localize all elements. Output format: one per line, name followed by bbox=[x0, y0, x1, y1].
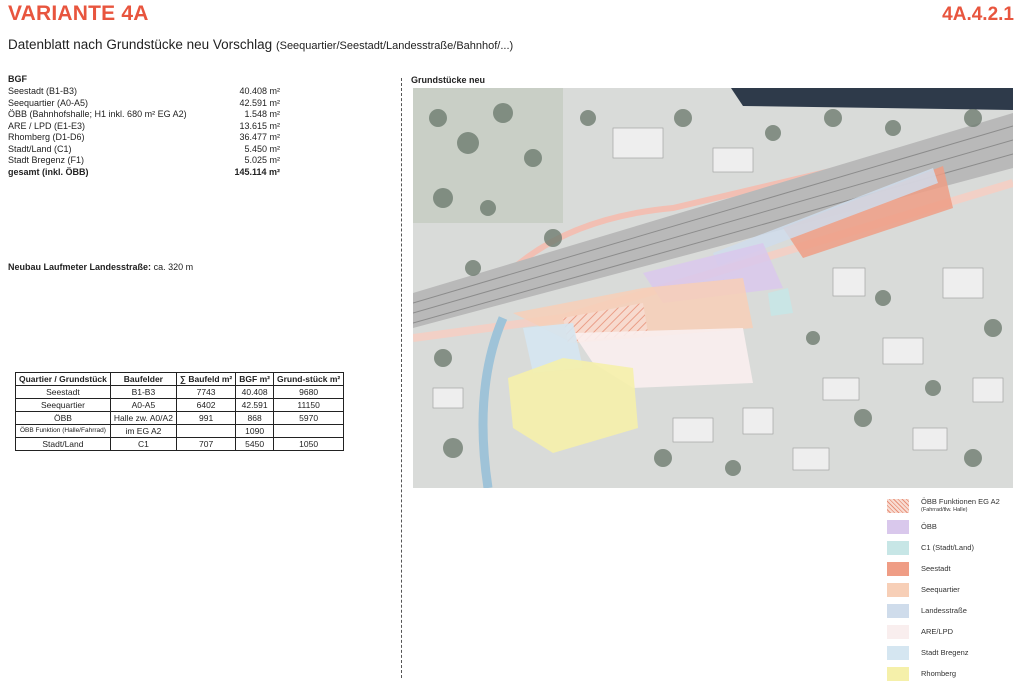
table-row bbox=[16, 438, 344, 451]
tree bbox=[765, 125, 781, 141]
table-header: Quartier / Grundstück bbox=[16, 373, 111, 386]
bgf-row bbox=[8, 86, 280, 98]
tree bbox=[433, 188, 453, 208]
tree bbox=[480, 200, 496, 216]
legend-swatch bbox=[887, 499, 909, 513]
table-header: BGF m² bbox=[236, 373, 274, 386]
bgf-row bbox=[8, 98, 280, 110]
legend-label: Seestadt bbox=[921, 563, 951, 573]
legend-label-sub: (Fahrrad/tlw. Halle) bbox=[921, 506, 968, 513]
plot-table bbox=[15, 372, 344, 451]
tree bbox=[964, 449, 982, 467]
tree bbox=[674, 109, 692, 127]
bgf-label: Seequartier (A0-A5) bbox=[8, 97, 89, 108]
table-header: Baufelder bbox=[110, 373, 176, 386]
table-header-row bbox=[16, 373, 344, 386]
subtitle-main: Datenblatt nach Grundstücke neu Vorschlag bbox=[8, 37, 273, 52]
table-header: ∑ Baufeld m² bbox=[176, 373, 235, 386]
bgf-value: 5.450 m² bbox=[244, 143, 280, 154]
legend-swatch bbox=[887, 667, 909, 681]
table-row bbox=[16, 412, 344, 425]
bgf-label: Stadt/Land (C1) bbox=[8, 143, 72, 154]
table-cell bbox=[273, 425, 343, 438]
building bbox=[793, 448, 829, 470]
table-cell: Seestadt bbox=[16, 386, 111, 399]
bgf-value: 1.548 m² bbox=[244, 109, 280, 119]
subtitle-detail: (Seequartier/Seestadt/Landesstraße/Bahnhof/...) bbox=[275, 40, 514, 52]
tree bbox=[964, 109, 982, 127]
tree bbox=[824, 109, 842, 127]
table-cell: Halle zw. A0/A2 bbox=[110, 412, 176, 425]
tree bbox=[806, 331, 820, 345]
table-cell: 868 bbox=[236, 412, 274, 425]
table-cell: 1050 bbox=[273, 438, 343, 451]
page-title: VARIANTE 4A bbox=[8, 2, 149, 25]
page-subtitle bbox=[8, 37, 513, 52]
bgf-label: ÖBB (Bahnhofshalle; H1 inkl. 680 m² EG A2) bbox=[8, 109, 187, 119]
table-cell: 9680 bbox=[273, 386, 343, 399]
legend-label: Seequartier bbox=[921, 584, 960, 594]
legend-swatch bbox=[887, 646, 909, 660]
tree bbox=[429, 109, 447, 127]
tree bbox=[580, 110, 596, 126]
table-cell: 5450 bbox=[236, 438, 274, 451]
table-cell: Seequartier bbox=[16, 399, 111, 412]
legend-swatch bbox=[887, 604, 909, 618]
column-divider bbox=[401, 78, 402, 678]
bgf-label: Seestadt (B1-B3) bbox=[8, 86, 78, 96]
table-header: Grund-stück m² bbox=[273, 373, 343, 386]
legend-item-rhomberg bbox=[887, 663, 1022, 684]
tree bbox=[984, 319, 1002, 337]
tree bbox=[725, 460, 741, 476]
bgf-label: Stadt Bregenz (F1) bbox=[8, 155, 85, 165]
building bbox=[913, 428, 947, 450]
legend-swatch bbox=[887, 562, 909, 576]
tree bbox=[434, 349, 452, 367]
legend-label-text: ÖBB Funktionen EG A2 bbox=[921, 496, 1000, 506]
table-cell: 1090 bbox=[236, 425, 274, 438]
tree bbox=[524, 149, 542, 167]
table-row bbox=[16, 386, 344, 399]
table-cell: Stadt/Land bbox=[16, 438, 111, 451]
legend-label: C1 (Stadt/Land) bbox=[921, 542, 974, 552]
building bbox=[943, 268, 983, 298]
table-cell: B1-B3 bbox=[110, 386, 176, 399]
tree bbox=[544, 229, 562, 247]
legend-swatch bbox=[887, 541, 909, 555]
map-legend bbox=[887, 495, 1022, 684]
tree bbox=[493, 103, 513, 123]
tree bbox=[875, 290, 891, 306]
bgf-row bbox=[8, 155, 280, 167]
legend-label: Landesstraße bbox=[921, 605, 967, 615]
legend-label: Stadt Bregenz bbox=[921, 647, 969, 657]
bgf-row bbox=[8, 132, 280, 144]
table-cell: A0-A5 bbox=[110, 399, 176, 412]
building bbox=[433, 388, 463, 408]
document-code: 4A.4.2.1 bbox=[942, 4, 1014, 25]
table-cell: 6402 bbox=[176, 399, 235, 412]
table-cell bbox=[176, 425, 235, 438]
table-cell: 42.591 bbox=[236, 399, 274, 412]
building bbox=[973, 378, 1003, 402]
building bbox=[743, 408, 773, 434]
tree bbox=[925, 380, 941, 396]
bgf-label: ARE / LPD (E1-E3) bbox=[8, 120, 86, 131]
neubau-value: ca. 320 m bbox=[153, 262, 194, 272]
building bbox=[713, 148, 753, 172]
bgf-value: 36.477 m² bbox=[239, 132, 280, 142]
legend-item-oebb bbox=[887, 516, 1022, 537]
bgf-row bbox=[8, 144, 280, 156]
bgf-heading: BGF bbox=[8, 74, 27, 84]
legend-label: ARE/LPD bbox=[921, 626, 954, 636]
tree bbox=[854, 409, 872, 427]
building bbox=[613, 128, 663, 158]
table-cell: ÖBB Funktion (Halle/Fahrrad) bbox=[16, 425, 111, 438]
table-row bbox=[16, 399, 344, 412]
bgf-value: 40.408 m² bbox=[239, 86, 280, 96]
table-cell: C1 bbox=[110, 438, 176, 451]
site-plan-drawing bbox=[413, 88, 1013, 488]
building bbox=[833, 268, 865, 296]
tree bbox=[457, 132, 479, 154]
legend-label: ÖBB bbox=[921, 521, 937, 531]
bgf-total-row bbox=[8, 167, 280, 179]
map-title: Grundstücke neu bbox=[411, 75, 486, 85]
tree bbox=[443, 438, 463, 458]
table-cell: im EG A2 bbox=[110, 425, 176, 438]
legend-item-seestadt bbox=[887, 558, 1022, 579]
building bbox=[823, 378, 859, 400]
neubau-label: Neubau Laufmeter Landesstraße: bbox=[8, 262, 152, 272]
site-plan-map bbox=[413, 88, 1013, 488]
legend-label bbox=[921, 498, 1000, 514]
tree bbox=[885, 120, 901, 136]
table-cell: 40.408 bbox=[236, 386, 274, 399]
bgf-row bbox=[8, 121, 280, 133]
bgf-total-label: gesamt (inkl. ÖBB) bbox=[8, 166, 89, 177]
building bbox=[883, 338, 923, 364]
bgf-total-value: 145.114 m² bbox=[234, 166, 280, 177]
bgf-summary bbox=[8, 74, 280, 178]
legend-item-seequartier bbox=[887, 579, 1022, 600]
legend-item-oebb-funktionen bbox=[887, 495, 1022, 516]
table-row bbox=[16, 425, 344, 438]
table-cell: 5970 bbox=[273, 412, 343, 425]
bgf-label: Rhomberg (D1-D6) bbox=[8, 132, 85, 142]
legend-swatch bbox=[887, 583, 909, 597]
bgf-value: 13.615 m² bbox=[239, 120, 280, 131]
table-cell: 11150 bbox=[273, 399, 343, 412]
legend-item-landesstrasse bbox=[887, 600, 1022, 621]
bgf-row bbox=[8, 109, 280, 121]
tree bbox=[465, 260, 481, 276]
legend-swatch bbox=[887, 625, 909, 639]
neubau-line bbox=[8, 262, 193, 272]
legend-label: Rhomberg bbox=[921, 668, 957, 678]
table-cell: 707 bbox=[176, 438, 235, 451]
building bbox=[673, 418, 713, 442]
legend-item-c1 bbox=[887, 537, 1022, 558]
bgf-value: 42.591 m² bbox=[239, 97, 280, 108]
legend-swatch bbox=[887, 520, 909, 534]
table-cell: 7743 bbox=[176, 386, 235, 399]
tree bbox=[654, 449, 672, 467]
bgf-value: 5.025 m² bbox=[244, 155, 280, 165]
table-cell: ÖBB bbox=[16, 412, 111, 425]
legend-item-are-lpd bbox=[887, 621, 1022, 642]
legend-item-stadt-bregenz bbox=[887, 642, 1022, 663]
table-cell: 991 bbox=[176, 412, 235, 425]
